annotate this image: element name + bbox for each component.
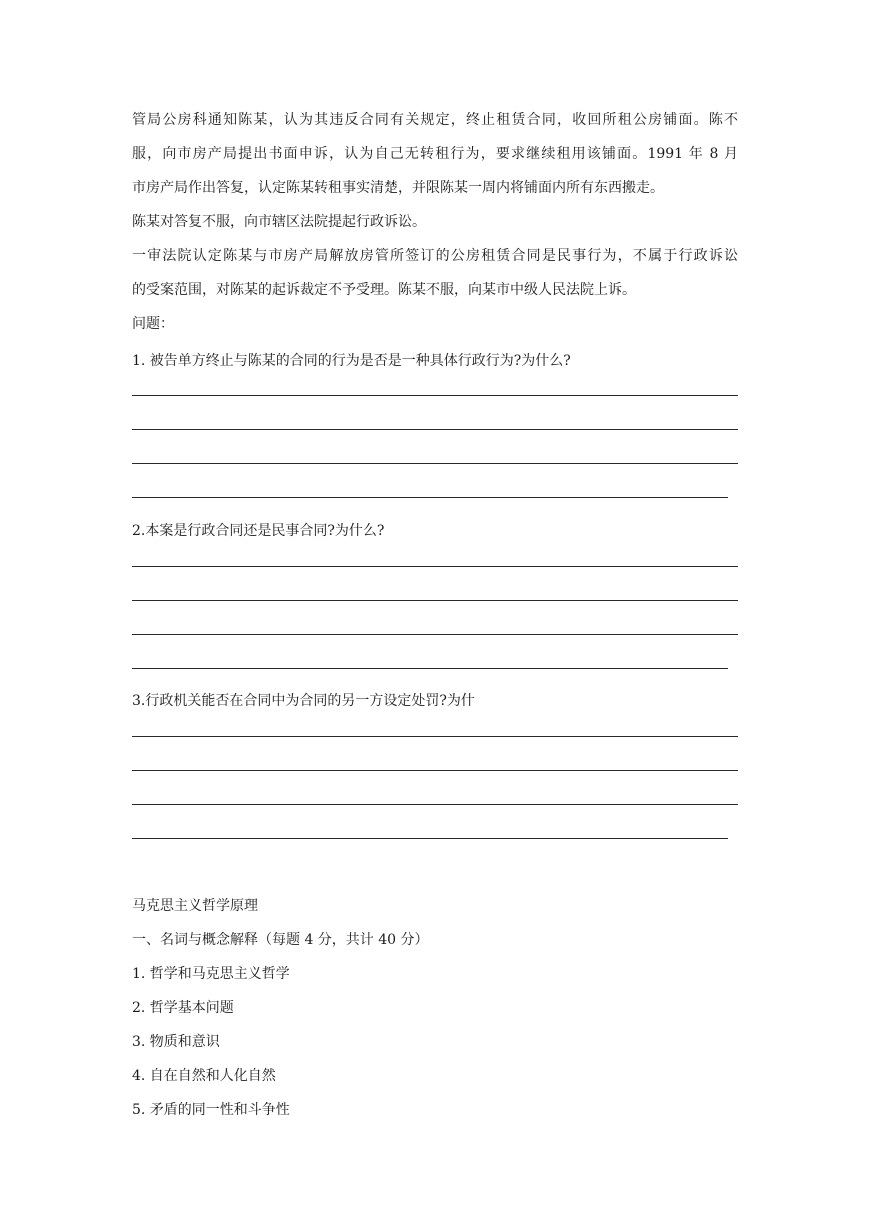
answer-line: [132, 818, 728, 852]
text-line: 管局公房科通知陈某，认为其违反合同有关规定，终止租赁合同，收回所租公房铺面。陈不: [132, 112, 738, 128]
section-heading: 一、名词与概念解释（每题 4 分，共计 40 分）: [132, 932, 429, 948]
answer-line: [132, 750, 738, 784]
text-line: 陈某对答复不服，向市辖区法院提起行政诉讼。: [132, 214, 426, 230]
question-2: 2.本案是行政合同还是民事合同?为什么?: [132, 523, 385, 539]
answer-line: [132, 443, 738, 477]
list-item: 5. 矛盾的同一性和斗争性: [132, 1102, 290, 1118]
section-title: 马克思主义哲学原理: [132, 898, 258, 914]
case-paragraph-2: [132, 239, 738, 307]
questions-label: 问题：: [132, 316, 174, 332]
question-1: 1. 被告单方终止与陈某的合同的行为是否是一种具体行政行为?为什么?: [132, 353, 571, 369]
question-3: 3.行政机关能否在合同中为合同的另一方设定处罚?为什: [132, 693, 475, 709]
answer-line: [132, 716, 738, 750]
list-item: 4. 自在自然和人化自然: [132, 1068, 276, 1084]
list-item: 1. 哲学和马克思主义哲学: [132, 966, 290, 982]
answer-line: [132, 546, 738, 580]
text-line: 的受案范围，对陈某的起诉裁定不予受理。陈某不服，向某市中级人民法院上诉。: [132, 282, 636, 298]
text-line: 一审法院认定陈某与市房产局解放房管所签订的公房租赁合同是民事行为，不属于行政诉讼: [132, 248, 738, 264]
answer-line: [132, 614, 738, 648]
answer-line: [132, 477, 728, 511]
answer-line: [132, 648, 728, 682]
text-line: 市房产局作出答复，认定陈某转租事实清楚，并限陈某一周内将铺面内所有东西搬走。: [132, 180, 664, 196]
answer-line: [132, 409, 738, 443]
answer-line: [132, 784, 738, 818]
list-item: 3. 物质和意识: [132, 1034, 220, 1050]
answer-line: [132, 580, 738, 614]
answer-line: [132, 375, 738, 409]
text-line: 服，向市房产局提出书面申诉，认为自己无转租行为，要求继续租用该铺面。1991 年 8 月: [132, 146, 738, 162]
list-item: 2. 哲学基本问题: [132, 1000, 234, 1016]
case-paragraph-1: [132, 103, 738, 205]
